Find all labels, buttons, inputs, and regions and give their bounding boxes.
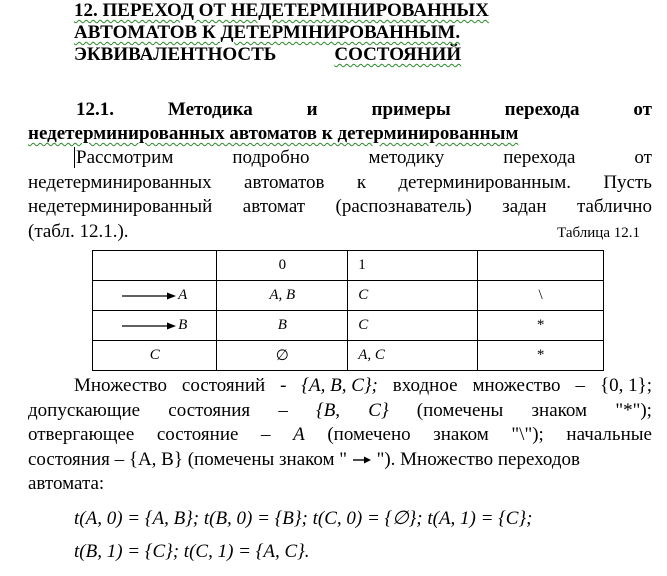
initial-state-arrow-icon [122, 321, 176, 331]
mark-cell: * [478, 311, 604, 341]
transition-1-cell: A, C [348, 341, 478, 371]
transitions-formula-line-1: t(A, 0) = {A, B}; t(B, 0) = {B}; t(C, 0) = {∅}; t(A, 1) = {C}; [74, 508, 533, 529]
transitions-formula-line-2: t(B, 1) = {C}; t(C, 1) = {A, C}. [74, 541, 310, 562]
table-header-cell [478, 251, 604, 281]
transition-0-cell: ∅ [217, 341, 348, 371]
state-cell: B [93, 311, 217, 341]
body-line-1: Множество состояний - {A, B, C}; входное множество – {0, 1}; [74, 375, 652, 396]
transition-1-cell: C [348, 281, 478, 311]
table-header-cell [93, 251, 217, 281]
table-caption: Таблица 12.1 [557, 224, 640, 241]
section-heading-line-1: 12.1. Методика и примеры перехода от [76, 99, 652, 120]
table-header-cell: 1 [348, 251, 478, 281]
section-heading-line-2: недетерминированных автоматов к детерминированным [28, 123, 519, 144]
table-row [93, 281, 604, 311]
description-paragraph [28, 374, 652, 497]
mark-cell: \ [478, 281, 604, 311]
state-cell: C [93, 341, 217, 371]
table-header-row [93, 251, 604, 281]
text-cursor [74, 147, 75, 168]
intro-line-1: Рассмотрим подробно методику перехода от [76, 147, 652, 168]
arrow-icon [352, 455, 372, 465]
table-row [93, 311, 604, 341]
intro-line-3: недетерминированный автомат (распознаватель) задан таблично [28, 196, 652, 217]
body-line-2: допускающие состояния – {B, C} (помечены знаком "*"); [28, 399, 652, 421]
body-line-5: автомата: [28, 473, 105, 494]
intro-line-2: недетерминированных автоматов к детерминированным. Пусть [28, 171, 652, 193]
table-row [93, 341, 604, 371]
body-line-4: состояния – {A, B} (помечены знаком " "). Множество переходов [28, 448, 580, 470]
heading-line-3: ЭКВИВАЛЕНТНОСТЬ СОСТОЯНИЙ [74, 44, 462, 65]
body-line-3: отвергающее состояние – A (помечено знаком "\"); начальные [28, 424, 652, 445]
state-cell: A [93, 281, 217, 311]
initial-state-arrow-icon [122, 291, 176, 301]
transition-0-cell: B [217, 311, 348, 341]
transition-1-cell: C [348, 311, 478, 341]
section-heading [28, 98, 652, 146]
mark-cell: * [478, 341, 604, 371]
intro-paragraph [28, 146, 652, 245]
heading-line-1: 12. ПЕРЕХОД ОТ НЕДЕТЕРМІНИРОВАННЫХ [74, 0, 489, 21]
transition-0-cell: A, B [217, 281, 348, 311]
intro-line-4: (табл. 12.1.). Таблица 12.1 [28, 220, 652, 246]
table-header-cell: 0 [217, 251, 348, 281]
chapter-heading [74, 0, 634, 66]
heading-line-2: АВТОМАТОВ К ДЕТЕРМІНИРОВАННЫМ. [74, 22, 461, 43]
automaton-table [92, 250, 604, 371]
